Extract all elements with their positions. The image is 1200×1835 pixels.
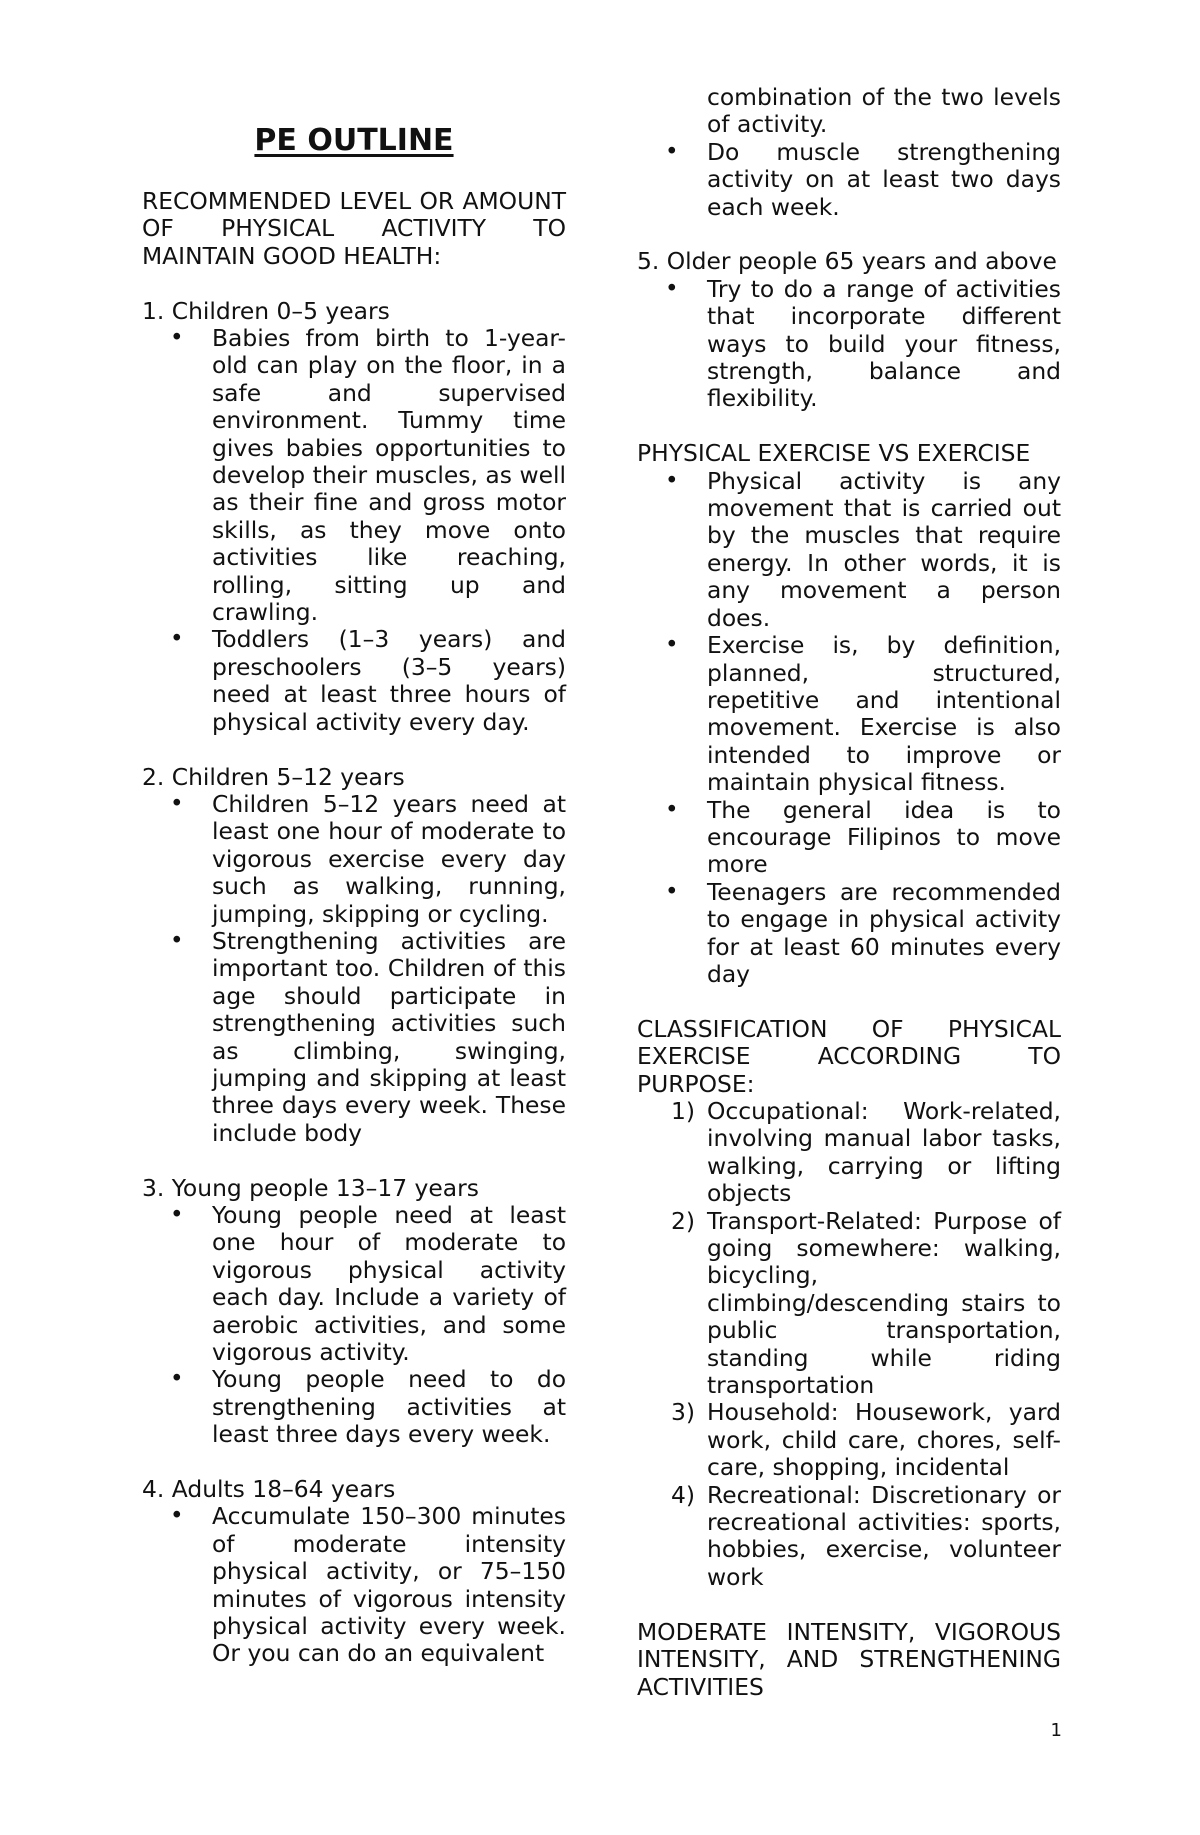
section-4-list: [142, 1503, 566, 1667]
list-item: • The general idea is to encourage Filipinos to move more: [637, 797, 1061, 879]
continued-list: [637, 84, 1061, 221]
list-item: • Toddlers (1–3 years) and preschoolers (3–5 years) need at least three hours of physical activity every day.: [142, 626, 566, 736]
section-4-heading: 4. Adults 18–64 years: [142, 1475, 396, 1504]
page-number: 1: [1050, 1720, 1062, 1741]
item-text: Occupational: Work-related, involving manual labor tasks, walking, carrying or lifting objects: [707, 1096, 1061, 1208]
section-5-heading: 5. Older people 65 years and above: [637, 247, 1057, 276]
list-item: • Exercise is, by definition, planned, structured, repetitive and intentional movement. Exercise is also intended to improve or maintain physical fitness.: [637, 632, 1061, 796]
physical-vs-exercise-list: [637, 468, 1061, 989]
item-number: 3): [671, 1398, 696, 1427]
classification-heading: CLASSIFICATION OF PHYSICAL EXERCISE ACCORDING TO PURPOSE:: [637, 1014, 1061, 1098]
item-text: Transport-Related: Purpose of going somewhere: walking, bicycling, climbing/descending stairs to public transportation, standing while riding transportation: [707, 1206, 1061, 1400]
section-3-heading: 3. Young people 13–17 years: [142, 1173, 479, 1202]
list-item: • Young people need to do strengthening activities at least three days every week.: [142, 1366, 566, 1448]
section-2-heading: 2. Children 5–12 years: [142, 762, 405, 791]
left-column: [142, 188, 566, 1668]
list-item: • Accumulate 150–300 minutes of moderate intensity physical activity, or 75–150 minutes of vigorous intensity physical activity every week. Or you can do an equivalent: [142, 1503, 566, 1667]
item-number: 2): [671, 1206, 696, 1235]
physical-vs-exercise-heading: PHYSICAL EXERCISE VS EXERCISE: [637, 439, 1031, 468]
list-item: [637, 1482, 1061, 1592]
list-item: • Try to do a range of activities that incorporate different ways to build your fitness, strength, balance and flexibility.: [637, 276, 1061, 413]
item-text: Recreational: Discretionary or recreational activities: sports, hobbies, exercise, volunteer work: [707, 1480, 1061, 1591]
page-title: PE OUTLINE: [254, 123, 454, 158]
list-item: • Do muscle strengthening activity on at least two days each week.: [637, 139, 1061, 221]
section-5-list: [637, 276, 1061, 413]
section-1-list: [142, 325, 566, 736]
item-number: 1): [671, 1096, 696, 1125]
section-3-list: [142, 1202, 566, 1449]
list-item: • Young people need at least one hour of moderate to vigorous physical activity each day. Include a variety of aerobic activities, and some vigorous activity.: [142, 1202, 566, 1366]
list-item: • Children 5–12 years need at least one hour of moderate to vigorous exercise every day such as walking, running, jumping, skipping or cycling.: [142, 791, 566, 928]
section-1-heading: 1. Children 0–5 years: [142, 296, 390, 325]
list-item: • Teenagers are recommended to engage in physical activity for at least 60 minutes every day: [637, 879, 1061, 989]
list-item: • Strengthening activities are important too. Children of this age should participate in strengthening activities such as climbing, swinging, jumping and skipping at least three days every week. These include body: [142, 928, 566, 1147]
intro-heading: RECOMMENDED LEVEL OR AMOUNT OF PHYSICAL ACTIVITY TO MAINTAIN GOOD HEALTH:: [142, 187, 566, 270]
list-item: [637, 1098, 1061, 1208]
list-item: [637, 1399, 1061, 1481]
item-number: 4): [671, 1480, 696, 1509]
list-item: • Babies from birth to 1-year-old can play on the floor, in a safe and supervised environment. Tummy time gives babies opportunities to develop their muscles, as well as their fine and gross motor skills, as they move onto activities like reaching, rolling, sitting up and crawling.: [142, 325, 566, 626]
continued-text: [637, 84, 1061, 139]
classification-list: [637, 1098, 1061, 1591]
continued-text-span: combination of the two levels of activity.: [707, 83, 1061, 139]
right-column: [637, 84, 1061, 1701]
list-item: • Physical activity is any movement that is carried out by the muscles that require energy. In other words, it is any movement a person does.: [637, 468, 1061, 632]
moderate-intensity-heading: MODERATE INTENSITY, VIGOROUS INTENSITY, AND STRENGTHENING ACTIVITIES: [637, 1617, 1061, 1701]
section-2-list: [142, 791, 566, 1147]
item-text: Household: Housework, yard work, child care, chores, self-care, shopping, incidental: [707, 1398, 1061, 1482]
list-item: [637, 1208, 1061, 1400]
